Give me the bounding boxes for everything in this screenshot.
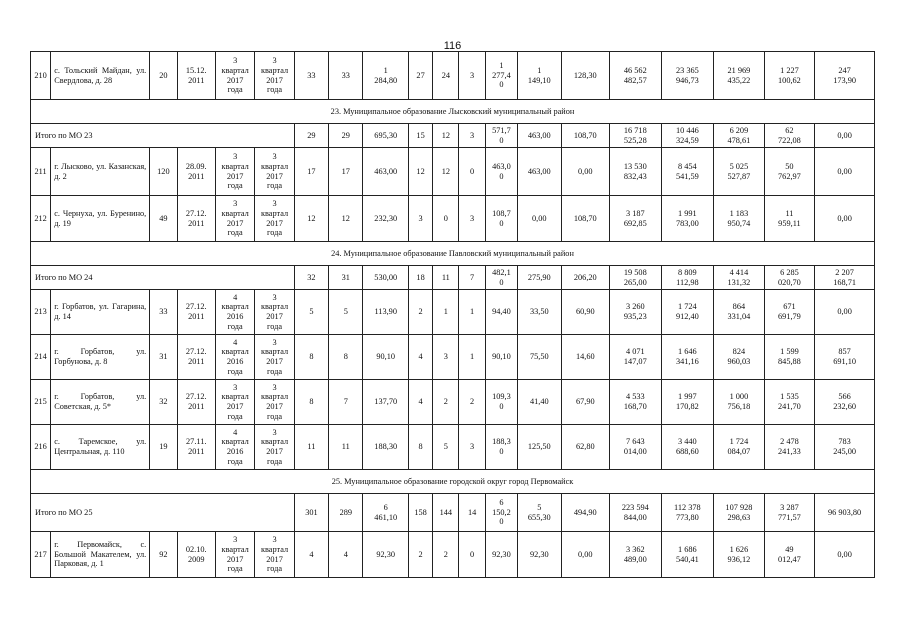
total-cell: 5 655,30	[518, 494, 561, 532]
total-cell: 289	[329, 494, 363, 532]
table-cell: 20	[150, 52, 177, 100]
table-cell: 24	[433, 52, 459, 100]
table-cell: 463,00	[363, 148, 408, 196]
table-cell: 0,00	[561, 532, 610, 578]
table-cell: 3 квартал 2017 года	[215, 148, 254, 196]
total-cell: 275,90	[518, 266, 561, 290]
table-cell: 27.12. 2011	[177, 196, 215, 242]
table-cell: 27.12. 2011	[177, 290, 215, 335]
table-cell: 1 997 170,82	[661, 380, 714, 425]
table-cell: 17	[294, 148, 328, 196]
table-cell: 1 686 540,41	[661, 532, 714, 578]
table-cell: 5	[329, 290, 363, 335]
table-cell: 463,00	[518, 148, 561, 196]
table-cell: 92	[150, 532, 177, 578]
table-cell: 8	[408, 425, 432, 470]
table-cell: 4 квартал 2016 года	[215, 290, 254, 335]
table-cell: 3 квартал 2017 года	[255, 335, 294, 380]
table-cell: 4	[329, 532, 363, 578]
table-cell: 0,00	[518, 196, 561, 242]
total-cell: 530,00	[363, 266, 408, 290]
table-cell: 3 квартал 2017 года	[215, 196, 254, 242]
address-cell: г. Лысково, ул. Казанская, д. 2	[51, 148, 150, 196]
table-cell: 8	[294, 380, 328, 425]
table-cell: 108,7 0	[485, 196, 517, 242]
section-title: 25. Муниципальное образование городской округ город Первомайск	[31, 470, 875, 494]
table-cell: 3 260 935,23	[610, 290, 662, 335]
table-cell: 7 643 014,00	[610, 425, 662, 470]
table-cell: 92,30	[363, 532, 408, 578]
table-cell: 12	[294, 196, 328, 242]
table-row	[31, 532, 875, 578]
row-number-cell: 217	[31, 532, 51, 578]
total-cell: 463,00	[518, 124, 561, 148]
section-title: 23. Муниципальное образование Лысковский муниципальный район	[31, 100, 875, 124]
table-cell: 783 245,00	[815, 425, 875, 470]
total-cell: 6 461,10	[363, 494, 408, 532]
table-row	[31, 148, 875, 196]
table-cell: 46 562 482,57	[610, 52, 662, 100]
table-cell: 21 969 435,22	[714, 52, 765, 100]
table-cell: 4 квартал 2016 года	[215, 425, 254, 470]
table-cell: 113,90	[363, 290, 408, 335]
table-cell: 2	[459, 380, 485, 425]
table-cell: 33	[150, 290, 177, 335]
table-cell: 3 квартал 2017 года	[255, 148, 294, 196]
table-cell: 3 квартал 2017 года	[255, 425, 294, 470]
table-row	[31, 335, 875, 380]
total-cell: 6 209 478,61	[714, 124, 765, 148]
table-cell: 41,40	[518, 380, 561, 425]
table-cell: 33	[294, 52, 328, 100]
table-cell: 13 530 832,43	[610, 148, 662, 196]
row-number-cell: 212	[31, 196, 51, 242]
table-cell: 49	[150, 196, 177, 242]
table-cell: 23 365 946,73	[661, 52, 714, 100]
total-cell: 12	[433, 124, 459, 148]
table-cell: 3	[408, 196, 432, 242]
total-cell: 0,00	[815, 124, 875, 148]
total-row	[31, 124, 875, 148]
table-cell: 19	[150, 425, 177, 470]
table-cell: 4	[294, 532, 328, 578]
table-cell: 75,50	[518, 335, 561, 380]
total-cell: 10 446 324,59	[661, 124, 714, 148]
total-cell: 2 207 168,71	[815, 266, 875, 290]
table-cell: 109,3 0	[485, 380, 517, 425]
table-cell: 32	[150, 380, 177, 425]
total-cell: 3 287 771,57	[764, 494, 815, 532]
table-cell: 8	[329, 335, 363, 380]
table-cell: 3 квартал 2017 года	[215, 52, 254, 100]
table-cell: 1 724 084,07	[714, 425, 765, 470]
table-cell: 1	[459, 335, 485, 380]
total-label: Итого по МО 25	[31, 494, 295, 532]
table-cell: 125,50	[518, 425, 561, 470]
table-cell: 1 149,10	[518, 52, 561, 100]
row-number-cell: 211	[31, 148, 51, 196]
table-cell: 247 173,90	[815, 52, 875, 100]
table-cell: 7	[329, 380, 363, 425]
table-cell: 02.10. 2009	[177, 532, 215, 578]
table-cell: 3 квартал 2017 года	[215, 380, 254, 425]
table-cell: 1	[433, 290, 459, 335]
section-row	[31, 470, 875, 494]
total-cell: 695,30	[363, 124, 408, 148]
row-number-cell: 214	[31, 335, 51, 380]
address-cell: с. Таремское, ул. Центральная, д. 110	[51, 425, 150, 470]
table-cell: 62,80	[561, 425, 610, 470]
table-cell: 5	[433, 425, 459, 470]
total-cell: 3	[459, 124, 485, 148]
table-cell: 671 691,79	[764, 290, 815, 335]
total-cell: 301	[294, 494, 328, 532]
section-title: 24. Муниципальное образование Павловский муниципальный район	[31, 242, 875, 266]
table-cell: 232,30	[363, 196, 408, 242]
total-row	[31, 266, 875, 290]
table-row	[31, 380, 875, 425]
section-row	[31, 242, 875, 266]
table-cell: 0,00	[815, 532, 875, 578]
table-cell: 1 599 845,88	[764, 335, 815, 380]
table-cell: 3	[459, 196, 485, 242]
table-cell: 8 454 541,59	[661, 148, 714, 196]
table-cell: 120	[150, 148, 177, 196]
table-cell: 128,30	[561, 52, 610, 100]
total-cell: 571,7 0	[485, 124, 517, 148]
table-cell: 15.12. 2011	[177, 52, 215, 100]
table-row	[31, 196, 875, 242]
total-cell: 158	[408, 494, 432, 532]
table-row	[31, 425, 875, 470]
total-cell: 31	[329, 266, 363, 290]
total-cell: 8 809 112,98	[661, 266, 714, 290]
address-cell: г. Горбатов, ул. Гагарина, д. 14	[51, 290, 150, 335]
table-cell: 5	[294, 290, 328, 335]
table-cell: 4	[408, 335, 432, 380]
total-cell: 19 508 265,00	[610, 266, 662, 290]
table-cell: 4 071 147,07	[610, 335, 662, 380]
total-cell: 18	[408, 266, 432, 290]
table-cell: 27.12. 2011	[177, 380, 215, 425]
total-cell: 16 718 525,28	[610, 124, 662, 148]
total-row	[31, 494, 875, 532]
table-cell: 11 959,11	[764, 196, 815, 242]
total-cell: 494,90	[561, 494, 610, 532]
total-label: Итого по МО 23	[31, 124, 295, 148]
table-row	[31, 290, 875, 335]
table-cell: 0	[459, 148, 485, 196]
table-cell: 31	[150, 335, 177, 380]
table-cell: 2	[408, 532, 432, 578]
table-cell: 2	[408, 290, 432, 335]
table-cell: 12	[408, 148, 432, 196]
table-cell: 1 991 783,00	[661, 196, 714, 242]
table-cell: 92,30	[518, 532, 561, 578]
table-cell: 188,30	[363, 425, 408, 470]
table-cell: 94,40	[485, 290, 517, 335]
table-cell: 566 232,60	[815, 380, 875, 425]
table-cell: 2 478 241,33	[764, 425, 815, 470]
total-cell: 206,20	[561, 266, 610, 290]
total-cell: 482,1 0	[485, 266, 517, 290]
table-cell: 92,30	[485, 532, 517, 578]
row-number-cell: 216	[31, 425, 51, 470]
section-row	[31, 100, 875, 124]
table-row	[31, 52, 875, 100]
total-cell: 96 903,80	[815, 494, 875, 532]
table-cell: 3 187 692,85	[610, 196, 662, 242]
table-cell: 1 183 950,74	[714, 196, 765, 242]
row-number-cell: 215	[31, 380, 51, 425]
table-cell: 1 284,80	[363, 52, 408, 100]
total-cell: 112 378 773,80	[661, 494, 714, 532]
total-cell: 7	[459, 266, 485, 290]
table-cell: 1 227 100,62	[764, 52, 815, 100]
table-cell: 2	[433, 380, 459, 425]
table-cell: 0	[459, 532, 485, 578]
table-cell: 3 362 489,00	[610, 532, 662, 578]
row-number-cell: 213	[31, 290, 51, 335]
table-cell: 12	[329, 196, 363, 242]
table-cell: 1 724 912,40	[661, 290, 714, 335]
table-cell: 5 025 527,87	[714, 148, 765, 196]
table-cell: 1 626 936,12	[714, 532, 765, 578]
table-cell: 27	[408, 52, 432, 100]
table-cell: 50 762,97	[764, 148, 815, 196]
table-cell: 463,0 0	[485, 148, 517, 196]
page-number: 116	[443, 40, 462, 52]
table-cell: 824 960,03	[714, 335, 765, 380]
table-cell: 0,00	[815, 290, 875, 335]
table-cell: 1 646 341,16	[661, 335, 714, 380]
total-cell: 4 414 131,32	[714, 266, 765, 290]
total-cell: 15	[408, 124, 432, 148]
table-cell: 0	[433, 196, 459, 242]
address-cell: с. Чернуха, ул. Буренино, д. 19	[51, 196, 150, 242]
table-cell: 90,10	[363, 335, 408, 380]
table-cell: 1 535 241,70	[764, 380, 815, 425]
total-cell: 107 928 298,63	[714, 494, 765, 532]
total-cell: 108,70	[561, 124, 610, 148]
table-cell: 28.09. 2011	[177, 148, 215, 196]
total-cell: 6 150,2 0	[485, 494, 517, 532]
table-cell: 137,70	[363, 380, 408, 425]
table-cell: 3 440 688,60	[661, 425, 714, 470]
table-cell: 11	[329, 425, 363, 470]
total-cell: 62 722,08	[764, 124, 815, 148]
table-cell: 2	[433, 532, 459, 578]
table-cell: 27.11. 2011	[177, 425, 215, 470]
table-cell: 3 квартал 2017 года	[215, 532, 254, 578]
row-number-cell: 210	[31, 52, 51, 100]
table-cell: 1 000 756,18	[714, 380, 765, 425]
total-cell: 29	[329, 124, 363, 148]
table-cell: 17	[329, 148, 363, 196]
total-cell: 11	[433, 266, 459, 290]
table-cell: 4	[408, 380, 432, 425]
table-cell: 0,00	[561, 148, 610, 196]
table-cell: 8	[294, 335, 328, 380]
table-cell: 3	[459, 52, 485, 100]
total-cell: 144	[433, 494, 459, 532]
address-cell: г. Первомайск, с. Большой Макателем, ул. Парковая, д. 1	[51, 532, 150, 578]
table-cell: 33,50	[518, 290, 561, 335]
table-cell: 1 277,4 0	[485, 52, 517, 100]
table-cell: 3 квартал 2017 года	[255, 380, 294, 425]
table-cell: 3 квартал 2017 года	[255, 532, 294, 578]
table-cell: 14,60	[561, 335, 610, 380]
total-cell: 32	[294, 266, 328, 290]
table-cell: 3	[459, 425, 485, 470]
table-cell: 27.12. 2011	[177, 335, 215, 380]
address-cell: с. Тольский Майдан, ул. Свердлова, д. 28	[51, 52, 150, 100]
table-cell: 12	[433, 148, 459, 196]
table-cell: 0,00	[815, 196, 875, 242]
table-cell: 4 квартал 2016 года	[215, 335, 254, 380]
total-label: Итого по МО 24	[31, 266, 295, 290]
total-cell: 14	[459, 494, 485, 532]
table-cell: 49 012,47	[764, 532, 815, 578]
total-cell: 223 594 844,00	[610, 494, 662, 532]
table-cell: 1	[459, 290, 485, 335]
total-cell: 29	[294, 124, 328, 148]
table-cell: 188,3 0	[485, 425, 517, 470]
table-cell: 3 квартал 2017 года	[255, 290, 294, 335]
table-cell: 3 квартал 2017 года	[255, 196, 294, 242]
table-cell: 60,90	[561, 290, 610, 335]
table-cell: 33	[329, 52, 363, 100]
address-cell: г. Горбатов, ул. Горбунова, д. 8	[51, 335, 150, 380]
table-cell: 108,70	[561, 196, 610, 242]
table-cell: 3 квартал 2017 года	[255, 52, 294, 100]
table-cell: 857 691,10	[815, 335, 875, 380]
total-cell: 6 285 020,70	[764, 266, 815, 290]
table-cell: 0,00	[815, 148, 875, 196]
address-cell: г. Горбатов, ул. Советская, д. 5*	[51, 380, 150, 425]
table-cell: 67,90	[561, 380, 610, 425]
table-cell: 90,10	[485, 335, 517, 380]
table-cell: 864 331,04	[714, 290, 765, 335]
table-cell: 3	[433, 335, 459, 380]
table-cell: 11	[294, 425, 328, 470]
register-table	[30, 51, 875, 578]
table-cell: 4 533 168,70	[610, 380, 662, 425]
